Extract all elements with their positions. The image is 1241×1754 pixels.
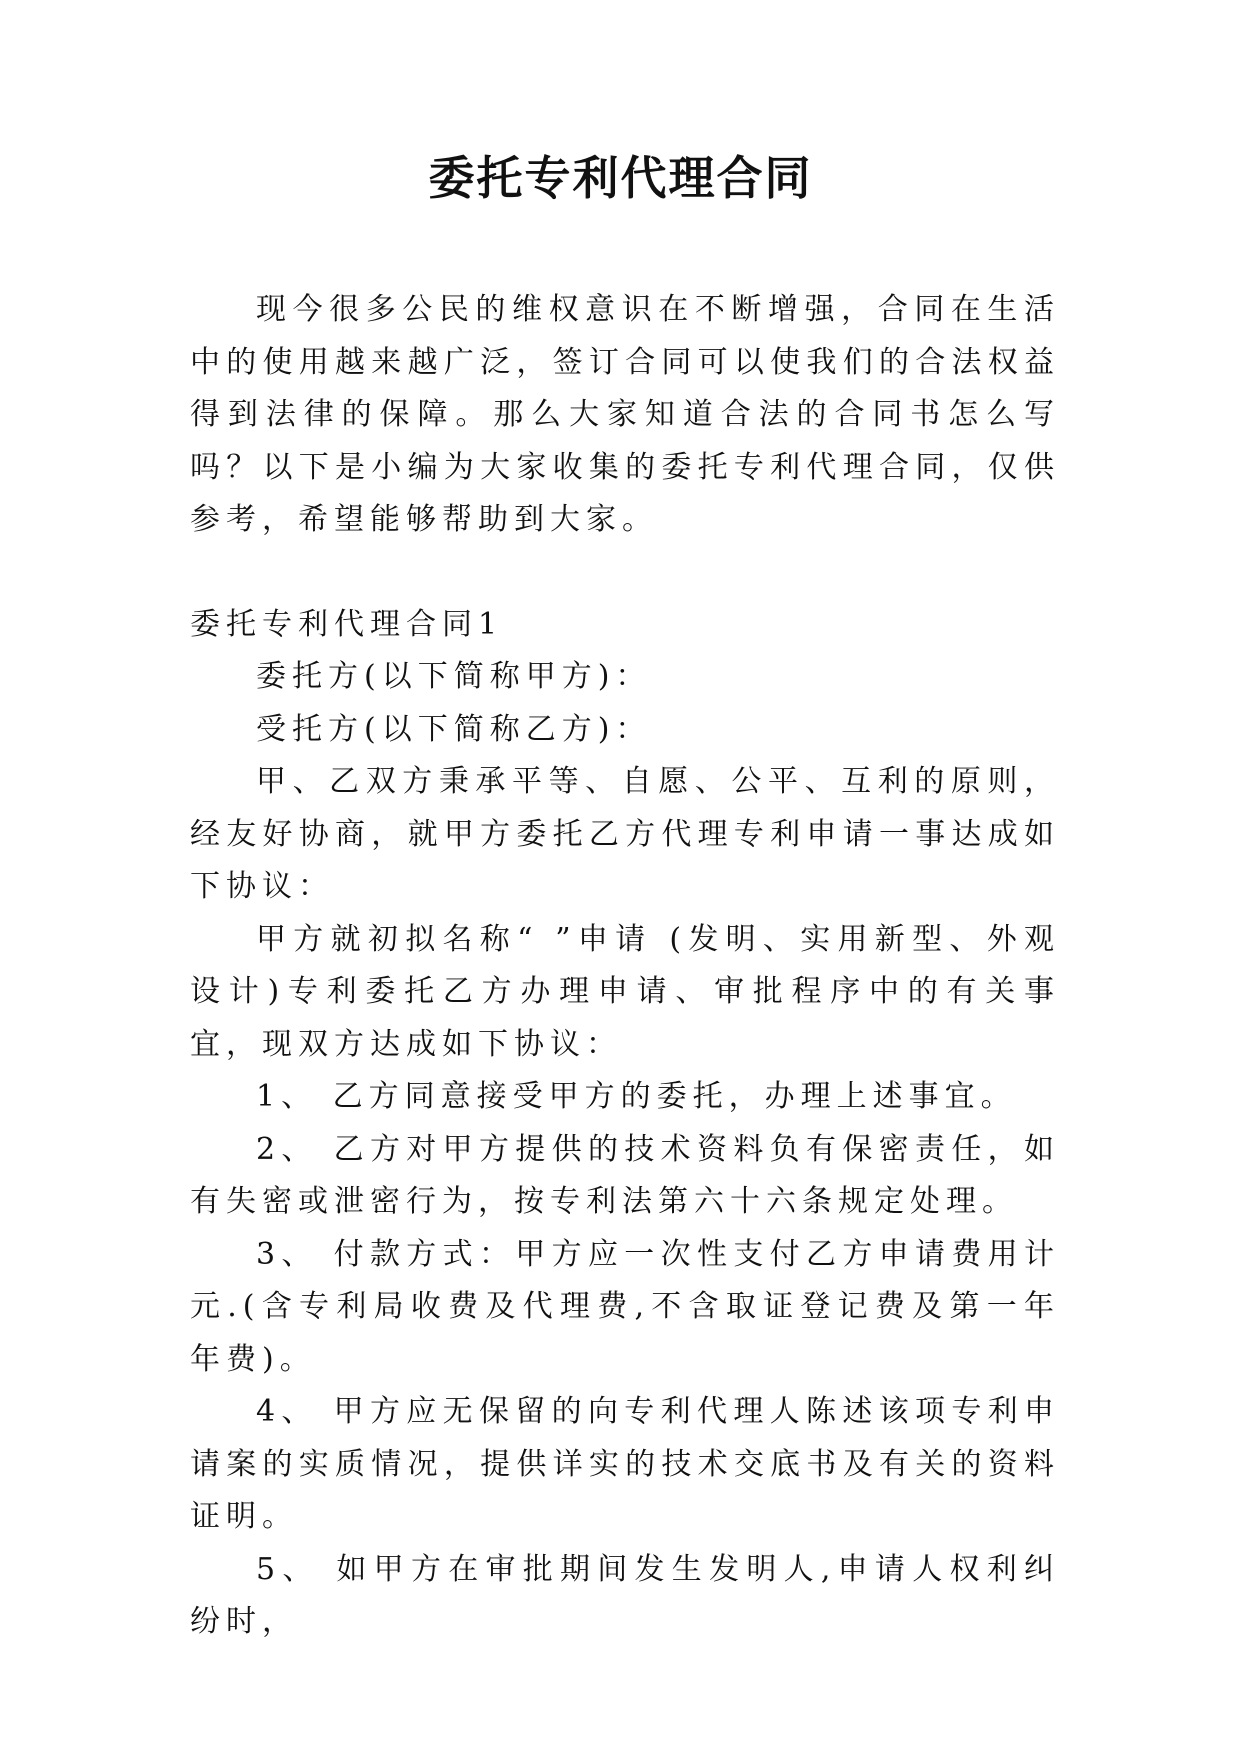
preamble-paragraph: 甲、乙双方秉承平等、自愿、公平、互利的原则，经友好协商，就甲方委托乙方代理专利申请一事达成如下协议：: [190, 764, 1060, 904]
scope-paragraph: 甲方就初拟名称“ ”申请 (发明、实用新型、外观设计)专利委托乙方办理申请、审批程序中的有关事宜，现双方达成如下协议：: [190, 921, 1060, 1062]
section-heading: 委托专利代理合同1: [190, 606, 504, 642]
clause-1: 1、 乙方同意接受甲方的委托，办理上述事宜。: [256, 1079, 1017, 1114]
document-title: 委托专利代理合同: [428, 151, 813, 205]
clause-3: 3、 付款方式：甲方应一次性支付乙方申请费用计 元.(含专利局收费及代理费,不含取证登记费及第一年年费)。: [190, 1236, 1060, 1377]
clause-5: 5、 如甲方在审批期间发生发明人,申请人权利纠纷时，: [190, 1551, 1060, 1639]
party-b-line: 受托方(以下简称乙方)：: [256, 711, 652, 747]
clause-2: 2、 乙方对甲方提供的技术资料负有保密责任，如有失密或泄密行为，按专利法第六十六条规定处理。: [190, 1131, 1060, 1219]
document-body: [190, 284, 1060, 1649]
clause-4: 4、 甲方应无保留的向专利代理人陈述该项专利申请案的实质情况，提供详实的技术交底书及有关的资料证明。: [190, 1394, 1060, 1534]
intro-paragraph: 现今很多公民的维权意识在不断增强，合同在生活中的使用越来越广泛，签订合同可以使我们的合法权益得到法律的保障。那么大家知道合法的合同书怎么写吗？以下是小编为大家收集的委托专利代理合同，仅供参考，希望能够帮助到大家。: [190, 292, 1060, 537]
party-a-line: 委托方(以下简称甲方)：: [256, 659, 652, 694]
